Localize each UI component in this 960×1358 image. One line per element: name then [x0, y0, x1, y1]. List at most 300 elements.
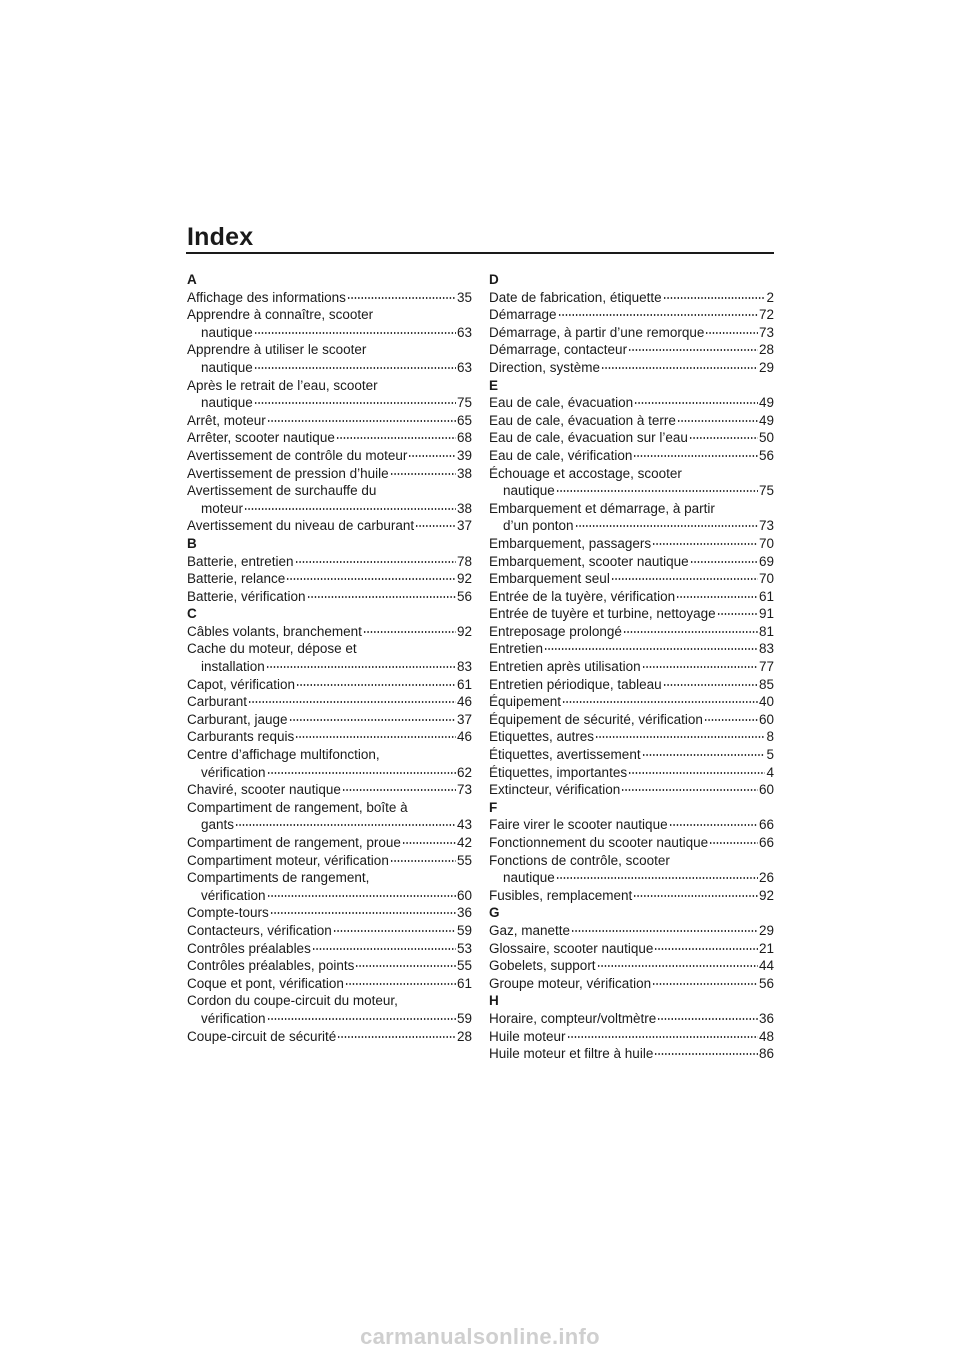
dot-leader — [621, 789, 758, 791]
index-entry-label: Carburant — [187, 694, 248, 710]
index-page-number[interactable]: 36 — [758, 1010, 774, 1026]
dot-leader — [289, 719, 456, 721]
index-page-number[interactable]: 36 — [456, 905, 472, 921]
dot-leader — [254, 367, 456, 369]
index-entry[interactable] — [489, 852, 774, 887]
index-entry[interactable] — [489, 728, 774, 746]
dot-leader — [652, 543, 758, 545]
index-entry-label: Avertissement du niveau de carburant — [187, 518, 415, 534]
dot-leader — [654, 1053, 758, 1055]
index-page-number[interactable]: 73 — [456, 782, 472, 798]
index-column-right — [489, 271, 774, 1063]
index-entry[interactable] — [489, 429, 774, 447]
index-page-number[interactable]: 61 — [758, 588, 774, 604]
index-entry[interactable] — [187, 922, 472, 940]
index-entry[interactable] — [489, 553, 774, 571]
index-entry-label: Etiquettes, autres — [489, 729, 595, 745]
page-title: Index — [187, 223, 254, 251]
index-entry-label: vérification — [201, 887, 266, 903]
index-entry[interactable] — [187, 570, 472, 588]
index-entry-label: Affichage des informations — [187, 289, 346, 305]
index-entry[interactable] — [187, 412, 472, 430]
index-entry-label: Câbles volants, branchement — [187, 623, 362, 639]
dot-leader — [634, 402, 758, 404]
index-letter-heading: C — [187, 606, 197, 622]
index-entry-label: Fonctionnement du scooter nautique — [489, 835, 709, 850]
index-page-number[interactable]: 73 — [758, 324, 774, 340]
index-page-number[interactable]: 63 — [456, 324, 472, 340]
index-letter-heading: B — [187, 535, 197, 551]
index-page-number[interactable]: 8 — [766, 729, 774, 745]
dot-leader — [267, 772, 456, 774]
index-entry[interactable] — [187, 676, 472, 694]
index-entry-label: Batterie, relance — [187, 571, 286, 587]
dot-leader — [567, 1036, 758, 1038]
index-entry[interactable] — [187, 799, 472, 834]
dot-leader — [390, 473, 456, 475]
index-page-number[interactable]: 77 — [758, 659, 774, 675]
index-page-number[interactable]: 49 — [758, 395, 774, 411]
dot-leader — [270, 912, 456, 914]
dot-leader — [562, 701, 758, 703]
index-page-number[interactable]: 61 — [456, 676, 472, 692]
dot-leader — [663, 297, 766, 299]
index-entry[interactable] — [187, 341, 472, 376]
index-entry-label: Apprendre à connaître, scooter — [187, 307, 374, 323]
index-entry[interactable] — [187, 1028, 472, 1046]
index-entry-label: Embarquement seul — [489, 571, 610, 587]
index-entry-label: Embarquement, scooter nautique — [489, 553, 689, 569]
dot-leader — [390, 860, 456, 862]
dot-leader — [355, 965, 456, 967]
index-page-number[interactable]: 2 — [766, 289, 774, 305]
index-page-number[interactable]: 46 — [456, 694, 472, 710]
index-page-number[interactable]: 39 — [456, 447, 472, 463]
index-entry-label: nautique — [503, 870, 555, 886]
index-entry-label: Démarrage — [489, 307, 557, 323]
index-entry[interactable] — [187, 957, 472, 975]
dot-leader — [690, 561, 758, 563]
index-entry-label: Eau de cale, vérification — [489, 447, 633, 463]
index-letter-heading: E — [489, 377, 499, 393]
dot-leader — [689, 437, 758, 439]
dot-leader — [347, 297, 456, 299]
index-entry-label: Eau de cale, évacuation — [489, 395, 634, 411]
index-page-number[interactable]: 21 — [758, 940, 774, 956]
index-entry-label: Arrêt, moteur — [187, 412, 266, 428]
index-entry[interactable] — [489, 447, 774, 465]
index-entry[interactable] — [187, 693, 472, 711]
index-entry-label: Échouage et accostage, scooter — [489, 465, 682, 481]
index-entry-label: Glossaire, scooter nautique — [489, 940, 654, 956]
index-entry[interactable] — [187, 940, 472, 958]
index-page-number[interactable]: 53 — [456, 940, 472, 956]
dot-leader — [642, 754, 766, 756]
index-entry-label: d’un ponton — [503, 518, 574, 534]
index-entry[interactable] — [187, 588, 472, 606]
index-entry[interactable] — [187, 306, 472, 341]
index-entry-label: Apprendre à utiliser le scooter — [187, 342, 367, 358]
dot-leader — [556, 877, 758, 879]
index-entry[interactable] — [489, 676, 774, 694]
index-entry-label: Équipement — [489, 694, 562, 710]
dot-leader — [415, 525, 456, 527]
index-entry-label: Cordon du coupe-circuit du moteur, — [187, 993, 398, 1009]
index-page-number[interactable]: 56 — [758, 447, 774, 463]
index-page-number[interactable]: 61 — [456, 975, 472, 991]
dot-leader — [267, 420, 456, 422]
dot-leader — [296, 684, 456, 686]
index-page-number[interactable]: 4 — [766, 764, 774, 780]
index-page-number[interactable]: 28 — [758, 342, 774, 358]
dot-leader — [295, 561, 456, 563]
index-page-number[interactable]: 55 — [456, 958, 472, 974]
index-letter-heading: A — [187, 272, 197, 287]
dot-leader — [611, 578, 758, 580]
index-entry[interactable] — [489, 940, 774, 958]
index-entry[interactable] — [489, 289, 774, 307]
dot-leader — [244, 508, 456, 510]
index-entry[interactable] — [489, 306, 774, 324]
index-entry-label: vérification — [201, 764, 266, 780]
index-page-number[interactable]: 59 — [456, 1010, 472, 1026]
dot-leader — [556, 490, 758, 492]
index-page-number[interactable]: 46 — [456, 729, 472, 745]
index-entry[interactable] — [489, 394, 774, 412]
index-page-number[interactable]: 73 — [758, 518, 774, 534]
index-page-number[interactable]: 86 — [758, 1046, 774, 1062]
index-entry[interactable] — [187, 834, 472, 852]
index-page-number[interactable]: 69 — [758, 553, 774, 569]
index-entry[interactable] — [489, 605, 774, 623]
dot-leader — [704, 719, 758, 721]
index-entry-label: Date de fabrication, étiquette — [489, 289, 662, 305]
index-entry-label: Contrôles préalables, points — [187, 958, 355, 974]
index-page-number[interactable]: 70 — [758, 535, 774, 551]
index-entry-label: Compte-tours — [187, 905, 269, 921]
dot-leader — [295, 736, 456, 738]
index-entry[interactable] — [489, 588, 774, 606]
title-rule — [186, 252, 774, 254]
dot-leader — [652, 983, 758, 985]
dot-leader — [601, 367, 758, 369]
index-page-number[interactable]: 37 — [456, 711, 472, 727]
index-page-number[interactable]: 83 — [758, 641, 774, 657]
index-entry-label: Cache du moteur, dépose et — [187, 641, 357, 657]
dot-leader — [657, 1018, 758, 1020]
index-entry-label: Coupe-circuit de sécurité — [187, 1028, 337, 1044]
index-entry-label: Arrêter, scooter nautique — [187, 430, 335, 446]
dot-leader — [363, 631, 456, 633]
index-entry-label: Avertissement de surchauffe du — [187, 483, 377, 499]
index-entry-label: Direction, système — [489, 359, 601, 375]
dot-leader — [235, 824, 456, 826]
index-page-number[interactable]: 55 — [456, 852, 472, 868]
index-entry-label: Démarrage, contacteur — [489, 342, 628, 358]
index-page-number[interactable]: 28 — [456, 1028, 472, 1044]
index-page-number[interactable]: 83 — [456, 659, 472, 675]
index-entry-label: Entretien périodique, tableau — [489, 676, 662, 692]
dot-leader — [705, 332, 758, 334]
index-entry-label: Avertissement de contrôle du moteur — [187, 447, 408, 463]
dot-leader — [663, 684, 758, 686]
index-page-number[interactable]: 92 — [758, 887, 774, 903]
index-entry-label: Après le retrait de l’eau, scooter — [187, 377, 378, 393]
index-page-number[interactable]: 26 — [758, 870, 774, 886]
index-entry[interactable] — [187, 553, 472, 571]
index-entry-label: nautique — [201, 395, 253, 411]
index-page-number[interactable]: 35 — [456, 289, 472, 305]
index-page-number[interactable]: 66 — [758, 835, 774, 850]
index-entry[interactable] — [187, 869, 472, 904]
index-page-number[interactable]: 38 — [456, 500, 472, 516]
index-entry-label: Eau de cale, évacuation à terre — [489, 412, 676, 428]
index-page-number[interactable]: 63 — [456, 359, 472, 375]
index-entry[interactable] — [187, 623, 472, 641]
dot-leader — [267, 895, 456, 897]
index-page-number[interactable]: 75 — [758, 483, 774, 499]
index-page-number[interactable]: 91 — [758, 606, 774, 622]
dot-leader — [575, 525, 758, 527]
index-entry[interactable] — [187, 289, 472, 307]
index-entry[interactable] — [187, 482, 472, 517]
index-page-number[interactable]: 44 — [758, 958, 774, 974]
index-entry[interactable] — [489, 465, 774, 500]
index-entry[interactable] — [489, 324, 774, 342]
index-page-number[interactable]: 62 — [456, 764, 472, 780]
index-entry-label: Entrée de tuyère et turbine, nettoyage — [489, 606, 716, 622]
index-entry[interactable] — [489, 746, 774, 764]
index-entry-label: Chaviré, scooter nautique — [187, 782, 341, 798]
index-page-number[interactable]: 37 — [456, 518, 472, 534]
dot-leader — [571, 930, 758, 932]
dot-leader — [544, 648, 758, 650]
index-entry[interactable] — [187, 517, 472, 535]
index-entry[interactable] — [489, 640, 774, 658]
dot-leader — [254, 402, 456, 404]
index-entry-label: Huile moteur — [489, 1028, 566, 1044]
index-entry[interactable] — [489, 693, 774, 711]
index-entry-label: Coque et pont, vérification — [187, 975, 344, 991]
index-page-number[interactable]: 65 — [456, 412, 472, 428]
index-entry[interactable] — [489, 834, 774, 852]
dot-leader — [408, 455, 456, 457]
dot-leader — [633, 895, 758, 897]
dot-leader — [336, 437, 456, 439]
index-page-number[interactable]: 59 — [456, 922, 472, 938]
index-entry-label: Eau de cale, évacuation sur l’eau — [489, 430, 688, 446]
index-entry-label: moteur — [201, 500, 244, 516]
index-entry[interactable] — [187, 711, 472, 729]
index-page-number[interactable]: 38 — [456, 465, 472, 481]
index-page-number[interactable]: 5 — [766, 747, 774, 763]
dot-leader — [307, 596, 456, 598]
index-entry-label: Étiquettes, importantes — [489, 764, 628, 780]
dot-leader — [337, 1036, 456, 1038]
index-entry-label: Contacteurs, vérification — [187, 922, 332, 938]
index-entry-label: Batterie, vérification — [187, 588, 306, 604]
index-entry[interactable] — [489, 1045, 774, 1063]
index-entry-label: vérification — [201, 1010, 266, 1026]
index-entry-label: Faire virer le scooter nautique — [489, 817, 668, 833]
index-entry-label: Batterie, entretien — [187, 553, 294, 569]
dot-leader — [595, 736, 765, 738]
dot-leader — [717, 613, 758, 615]
index-page-number[interactable]: 72 — [758, 307, 774, 323]
dot-leader — [402, 842, 456, 844]
index-entry-label: gants — [201, 817, 235, 833]
index-entry-label: Fusibles, remplacement — [489, 887, 633, 903]
index-entry-label: nautique — [201, 359, 253, 375]
index-entry-label: Entretien après utilisation — [489, 659, 641, 675]
index-entry[interactable] — [187, 447, 472, 465]
index-entry-label: Fonctions de contrôle, scooter — [489, 852, 670, 868]
index-entry[interactable] — [489, 975, 774, 993]
dot-leader — [286, 578, 456, 580]
index-column-left — [187, 271, 472, 1045]
dot-leader — [677, 420, 758, 422]
index-letter-heading: D — [489, 272, 499, 287]
index-page-number[interactable]: 40 — [758, 694, 774, 710]
index-entry[interactable] — [187, 728, 472, 746]
index-entry-label: Démarrage, à partir d’une remorque — [489, 324, 705, 340]
index-page-number[interactable]: 92 — [456, 623, 472, 639]
index-entry-label: Extincteur, vérification — [489, 782, 621, 798]
index-entry-label: Embarquement et démarrage, à partir — [489, 500, 715, 516]
index-letter-heading: H — [489, 993, 499, 1009]
dot-leader — [267, 1018, 456, 1020]
dot-leader — [312, 948, 456, 950]
index-entry-label: nautique — [503, 483, 555, 499]
index-entry-label: Étiquettes, avertissement — [489, 747, 641, 763]
index-entry-label: Groupe moteur, vérification — [489, 975, 652, 991]
index-entry-label: Entretien — [489, 641, 544, 657]
index-entry-label: Huile moteur et filtre à huile — [489, 1046, 654, 1062]
dot-leader — [654, 948, 758, 950]
index-page-number[interactable]: 42 — [456, 835, 472, 850]
index-entry-label: Contrôles préalables — [187, 940, 311, 956]
index-entry[interactable] — [187, 781, 472, 799]
index-entry-label: Entrée de la tuyère, vérification — [489, 588, 676, 604]
index-entry-label: Compartiments de rangement, — [187, 870, 370, 886]
index-entry-label: Gaz, manette — [489, 922, 571, 938]
index-entry[interactable] — [489, 1028, 774, 1046]
index-page-number[interactable]: 43 — [456, 817, 472, 833]
dot-leader — [623, 631, 758, 633]
index-page-number[interactable]: 78 — [456, 553, 472, 569]
index-entry-label: Embarquement, passagers — [489, 535, 652, 551]
index-page-number[interactable]: 56 — [758, 975, 774, 991]
index-page-number[interactable]: 85 — [758, 676, 774, 692]
index-page-number[interactable]: 60 — [758, 782, 774, 798]
index-page-number[interactable]: 70 — [758, 571, 774, 587]
index-entry[interactable] — [489, 412, 774, 430]
index-entry[interactable] — [489, 500, 774, 535]
index-entry[interactable] — [489, 711, 774, 729]
index-entry-label: Carburant, jauge — [187, 711, 288, 727]
dot-leader — [333, 930, 456, 932]
watermark: carmanualsonline.info — [360, 1324, 600, 1349]
dot-leader — [266, 666, 456, 668]
index-entry[interactable] — [187, 852, 472, 870]
index-entry[interactable] — [489, 341, 774, 359]
index-entry[interactable] — [489, 359, 774, 377]
index-entry-label: installation — [201, 659, 265, 675]
index-page-number[interactable]: 66 — [758, 817, 774, 833]
dot-leader — [628, 772, 765, 774]
index-entry[interactable] — [489, 623, 774, 641]
index-page-number[interactable]: 48 — [758, 1028, 774, 1044]
dot-leader — [628, 349, 758, 351]
index-entry-label: Compartiment de rangement, boîte à — [187, 799, 408, 815]
dot-leader — [248, 701, 456, 703]
index-entry-label: Carburants requis — [187, 729, 295, 745]
index-entry[interactable] — [187, 904, 472, 922]
index-entry[interactable] — [489, 658, 774, 676]
index-entry-label: Compartiment moteur, vérification — [187, 852, 389, 868]
dot-leader — [345, 983, 456, 985]
dot-leader — [254, 332, 456, 334]
dot-leader — [709, 842, 758, 844]
index-entry[interactable] — [489, 816, 774, 834]
dot-leader — [633, 455, 758, 457]
dot-leader — [597, 965, 758, 967]
dot-leader — [642, 666, 758, 668]
index-entry[interactable] — [489, 781, 774, 799]
index-entry[interactable] — [489, 922, 774, 940]
index-entry[interactable] — [187, 992, 472, 1027]
index-entry[interactable] — [489, 1010, 774, 1028]
index-entry-label: Équipement de sécurité, vérification — [489, 711, 703, 727]
index-page-number[interactable]: 92 — [456, 571, 472, 587]
dot-leader — [669, 824, 758, 826]
dot-leader — [558, 314, 758, 316]
index-entry[interactable] — [489, 957, 774, 975]
index-entry[interactable] — [489, 535, 774, 553]
index-entry[interactable] — [187, 377, 472, 412]
index-page-number[interactable]: 56 — [456, 588, 472, 604]
index-entry[interactable] — [489, 764, 774, 782]
index-entry[interactable] — [187, 465, 472, 483]
index-entry-label: Gobelets, support — [489, 958, 596, 974]
index-entry[interactable] — [489, 570, 774, 588]
index-letter-heading: G — [489, 905, 500, 921]
index-entry-label: Avertissement de pression d’huile — [187, 465, 389, 481]
index-page-number[interactable]: 68 — [456, 430, 472, 446]
index-entry[interactable] — [187, 640, 472, 675]
index-page-number[interactable]: 60 — [758, 711, 774, 727]
index-page-number[interactable]: 60 — [456, 887, 472, 903]
index-entry-label: Compartiment de rangement, proue — [187, 835, 401, 850]
index-entry[interactable] — [489, 887, 774, 905]
index-page-number[interactable]: 49 — [758, 412, 774, 428]
index-letter-heading: F — [489, 799, 498, 815]
index-page-number[interactable]: 75 — [456, 395, 472, 411]
index-entry-label: nautique — [201, 324, 253, 340]
index-entry[interactable] — [187, 975, 472, 993]
dot-leader — [342, 789, 456, 791]
index-entry[interactable] — [187, 746, 472, 781]
index-entry-label: Entreposage prolongé — [489, 623, 622, 639]
index-entry-label: Centre d’affichage multifonction, — [187, 747, 380, 763]
index-page-number[interactable]: 81 — [758, 623, 774, 639]
index-entry-label: Capot, vérification — [187, 676, 296, 692]
index-page-number[interactable]: 29 — [758, 922, 774, 938]
index-page-number[interactable]: 50 — [758, 430, 774, 446]
index-page-number[interactable]: 29 — [758, 359, 774, 375]
index-entry[interactable] — [187, 429, 472, 447]
dot-leader — [676, 596, 758, 598]
